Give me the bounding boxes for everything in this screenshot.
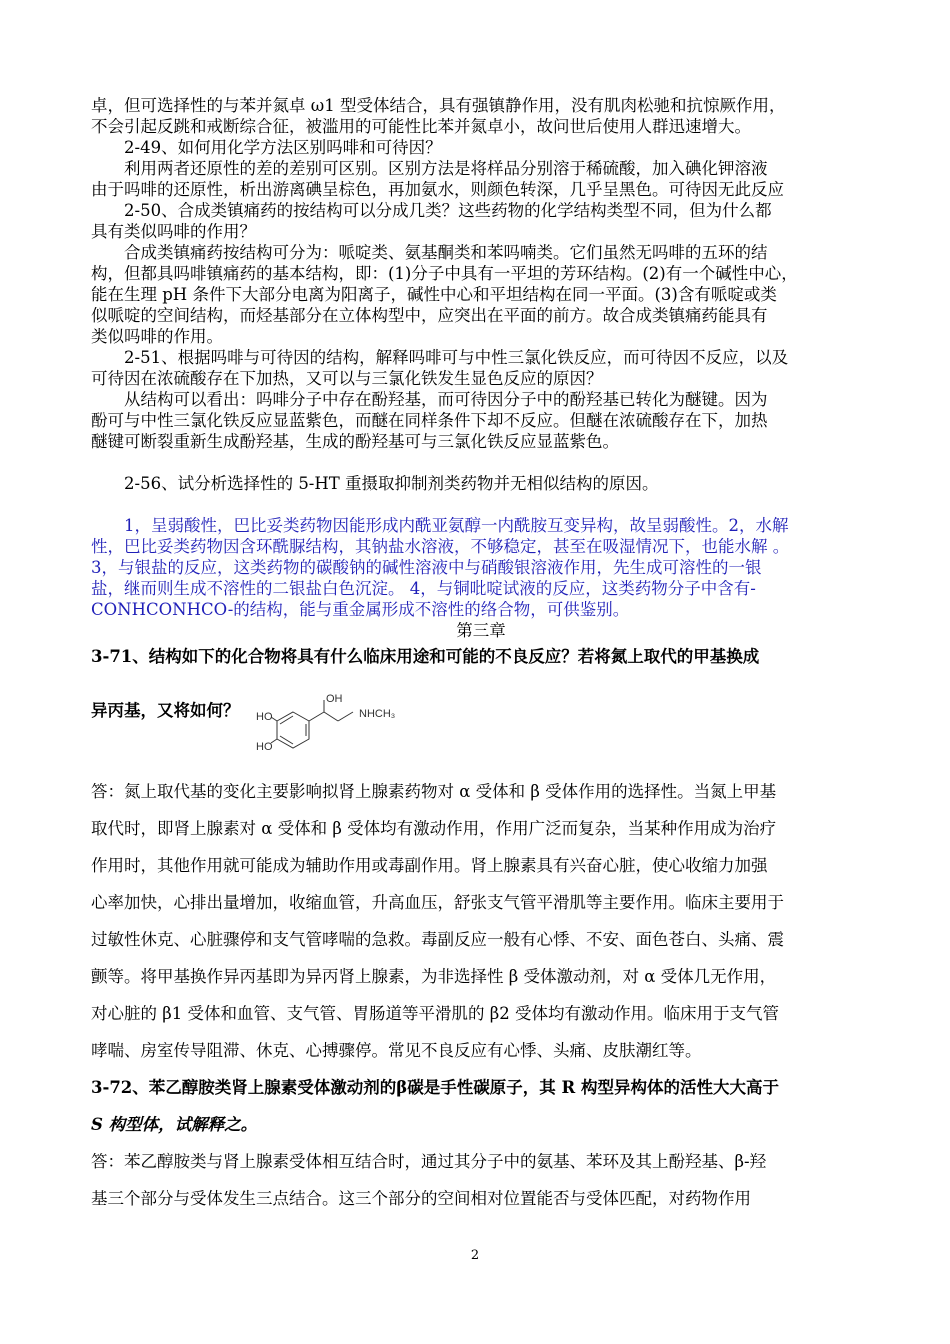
text-line: 醚键可断裂重新生成酚羟基，生成的酚羟基可与三氯化铁反应显蓝紫色。 [91,432,619,451]
benzene-ring [277,712,309,748]
text-line: 答：氮上取代基的变化主要影响拟肾上腺素药物对 α 受体和 β 受体作用的选择性。当氮上甲基 [91,782,777,801]
text-line: 能在生理 pH 条件下大部分电离为阳离子，碱性中心和平坦结构在同一平面。(3)含有哌啶或类 [91,285,777,304]
question-3-71-cont: 异丙基，又将如何？ [91,701,240,720]
text-line: 具有类似吗啡的作用？ [91,222,256,241]
text-line: 心率加快，心排出量增加，收缩血管，升高血压，舒张支气管平滑肌等主要作用。临床主要用于 [91,893,784,912]
question-2-56: 2-56、试分析选择性的 5-HT 重摄取抑制剂类药物并无相似结构的原因。 [124,474,659,493]
question-3-71: 3-71、结构如下的化合物将具有什么临床用途和可能的不良反应？若将氮上取代的甲基换成 [91,647,760,666]
text-line: 取代时，即肾上腺素对 α 受体和 β 受体均有激动作用，作用广泛而复杂，当某种作用成为治疗 [91,819,777,838]
document-body [91,95,871,1217]
chapter-heading: 第三章 [456,621,506,640]
oh-label: OH [326,693,343,705]
text-line: 卓，但可选择性的与苯并氮卓 ω1 型受体结合，具有强镇静作用，没有肌肉松驰和抗惊厥作用， [91,96,786,115]
text-line: CONHCONHCO-的结构，能与重金属形成不溶性的络合物，可供鉴别。 [91,600,630,619]
text-line: 利用两者还原性的差的差别可区别。区别方法是将样品分别溶于稀硫酸，加入碘化钾溶液 [124,159,768,178]
chemical-structure-image [256,688,406,764]
question-2-50: 2-50、合成类镇痛药的按结构可以分成几类？这些药物的化学结构类型不同，但为什么都 [124,201,772,220]
text-line: 过敏性休克、心脏骤停和支气管哮喘的急救。毒副反应一般有心悸、不安、面色苍白、头痛、震 [91,930,784,949]
text-line: 不会引起反跳和戒断综合征，被滥用的可能性比苯并氮卓小，故问世后使用人群迅速增大。 [91,117,751,136]
text-line: 答：苯乙醇胺类与肾上腺素受体相互结合时，通过其分子中的氨基、苯环及其上酚羟基、β-羟 [91,1152,767,1171]
answer-3-72 [91,1143,871,1217]
text-line: 盐，继而则生成不溶性的二银盐白色沉淀。 4，与铜吡啶试液的反应，这类药物分子中含有- [91,579,756,598]
text-line: 1，呈弱酸性，巴比妥类药物因能形成内酰亚氨醇一内酰胺互变异构，故呈弱酸性。2，水解 [124,516,789,535]
text-line: 基三个部分与受体发生三点结合。这三个部分的空间相对位置能否与受体匹配，对药物作用 [91,1189,751,1208]
text-line: 构，但都具吗啡镇痛药的基本结构，即：(1)分子中具有一平坦的芳环结构。(2)有一个碱性中心， [91,264,798,283]
text-line: 颤等。将甲基换作异丙基即为异丙肾上腺素，为非选择性 β 受体激动剂，对 α 受体几无作用， [91,967,777,986]
text-line: 3，与银盐的反应，这类药物的碳酸钠的碱性溶液中与硝酸银溶液作用，先生成可溶性的一银 [91,558,762,577]
question-2-49: 2-49、如何用化学方法区别吗啡和可待因？ [124,138,442,157]
answer-3-71 [91,773,871,1069]
text-line: 似哌啶的空间结构，而烃基部分在立体构型中，应突出在平面的前方。故合成类镇痛药能具有 [91,306,768,325]
text-line: 由于吗啡的还原性，析出游离碘呈棕色，再加氨水，则颜色转深，几乎呈黑色。可待因无此反应 [91,180,784,199]
text-line: 类似吗啡的作用。 [91,327,223,346]
text-line: 性，巴比妥类药物因含环酰脲结构，其钠盐水溶液，不够稳定，甚至在吸湿情况下，也能水解 。 [91,537,790,556]
question-3-72: 3-72、苯乙醇胺类肾上腺素受体激动剂的β碳是手性碳原子，其 R 构型异构体的活性大大高于 [91,1078,779,1097]
blue-answer-block [91,515,871,620]
question-2-51: 2-51、根据吗啡与可待因的结构，解释吗啡可与中性三氯化铁反应，而可待因不反应，以及 [124,348,789,367]
ho-label: HO [256,711,273,723]
text-line: 哮喘、房室传导阻滞、休克、心搏骤停。常见不良反应有心悸、头痛、皮肤潮红等。 [91,1041,702,1060]
question-3-72-cont: S 构型体，试解释之。 [91,1115,258,1134]
ho-label: HO [256,741,273,753]
text-line: 作用时，其他作用就可能成为辅助作用或毒副作用。肾上腺素具有兴奋心脏，使心收缩力加强 [91,856,768,875]
page-number: 2 [470,1248,480,1263]
nhch3-label: NHCH₃ [359,708,396,720]
text-line: 合成类镇痛药按结构可分为：哌啶类、氨基酮类和苯吗喃类。它们虽然无吗啡的五环的结 [124,243,768,262]
text-line: 从结构可以看出：吗啡分子中存在酚羟基，而可待因分子中的酚羟基已转化为醚键。因为 [124,390,768,409]
text-line: 对心脏的 β1 受体和血管、支气管、胃肠道等平滑肌的 β2 受体均有激动作用。临床用于支气管 [91,1004,780,1023]
text-line: 可待因在浓硫酸存在下加热，又可以与三氯化铁发生显色反应的原因？ [91,369,603,388]
text-line: 酚可与中性三氯化铁反应显蓝紫色，而醚在同样条件下却不反应。但醚在浓硫酸存在下，加热 [91,411,768,430]
